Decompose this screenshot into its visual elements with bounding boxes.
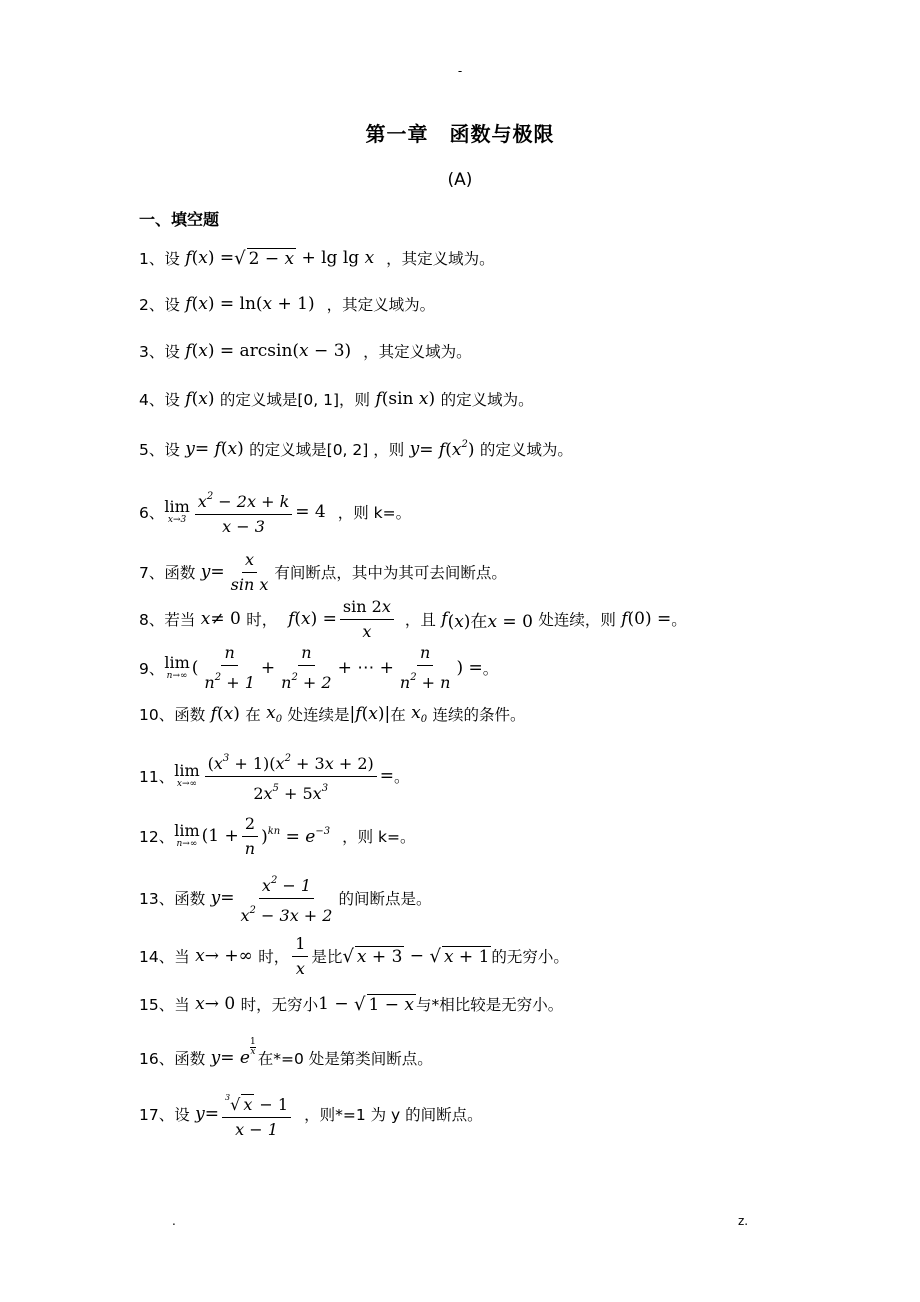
- page-title: 第一章 函数与极限: [365, 122, 555, 146]
- formula: f: [179, 341, 192, 361]
- question-14: 14、 当 x → +∞ 时， $\frac{1}{x}$ 是比 √ x + 3 − √ x + 1 的无穷小。: [139, 933, 569, 978]
- formula: f: [435, 609, 448, 629]
- question-5: 5、 设 y = f(x) 的定义域是[0, 2] ，则 y = $f(x^2)$ 的定义域为。: [139, 438, 573, 460]
- question-text: 的定义域是[0, 1]，则: [219, 391, 371, 409]
- question-number: 10、: [139, 706, 175, 724]
- fraction: $\frac{x}{\text{sin x}}$: [230, 549, 269, 594]
- formula: $x_0$: [405, 703, 428, 725]
- question-text: 设: [164, 391, 180, 409]
- fraction: $\frac{n}{n^2 + 1}$: [204, 643, 255, 692]
- question-number: 12、: [139, 828, 175, 846]
- formula: y: [404, 439, 420, 459]
- exponent-fraction: 1 x: [249, 1036, 256, 1057]
- formula: x: [189, 994, 205, 1014]
- formula: x: [195, 609, 211, 629]
- formula: f: [205, 704, 217, 724]
- question-text: 函数: [174, 890, 206, 908]
- page-subtitle: (A): [447, 170, 473, 190]
- fraction: $\frac{n}{n^2 + 2}$: [281, 643, 332, 692]
- question-text: 。: [394, 768, 410, 786]
- question-text: 的无穷小。: [491, 948, 569, 966]
- question-6: 6、 lim x→3 $\frac{x^2 - 2x + k}{x - 3}$ = 4 ，则 k=。: [139, 490, 411, 534]
- question-16: 16、 函数 y = e 1 x 在*=0 处是第类间断点。: [139, 1036, 433, 1068]
- header-mark: -: [457, 64, 463, 78]
- question-text: 的定义域是[0, 2] ，则: [249, 441, 405, 459]
- question-text: 函数: [174, 1050, 206, 1068]
- question-text: 设: [164, 343, 180, 361]
- question-2: 2、 设 f (x) = ln(x + 1) ，其定义域为。: [139, 294, 436, 314]
- question-text: 时，: [246, 611, 278, 629]
- fraction: $\frac{x^2 - 1}{x^2 - 3x + 2}$: [238, 871, 336, 926]
- question-number: 15、: [139, 996, 175, 1014]
- limit-operator: lim x→∞: [174, 761, 200, 789]
- limit-operator: lim x→3: [164, 497, 190, 525]
- question-text: 在: [245, 706, 261, 724]
- question-text: ，其定义域为。: [363, 343, 472, 361]
- question-17: 17、 设 y = $\frac{^3√ x - 1}{x - 1}$ ，则*=1 为 y 的间断点。: [139, 1090, 483, 1138]
- formula: f: [615, 609, 628, 629]
- footer-right-mark: z.: [738, 1214, 749, 1228]
- formula: f: [179, 248, 192, 268]
- question-text: 函数: [174, 706, 206, 724]
- question-text: 时，: [258, 948, 290, 966]
- question-text: ，且: [404, 611, 436, 629]
- question-text: ，则 k=。: [337, 504, 412, 522]
- question-number: 13、: [139, 890, 175, 908]
- question-text: 有间断点，其中为其可去间断点。: [274, 564, 507, 582]
- question-text: 在*=0 处是第类间断点。: [257, 1050, 433, 1068]
- question-number: 9、: [139, 660, 165, 678]
- question-1: 1、 设 f ( x ) = √ 2 − x + lg lg x ，其定义域为。: [139, 247, 495, 269]
- fraction: $\frac{1}{x}$: [292, 934, 308, 979]
- question-4: 4、 设 f (x) 的定义域是[0, 1]，则 f (sin x) 的定义域为。: [139, 389, 534, 409]
- question-text: ，则*=1 为 y 的间断点。: [304, 1106, 483, 1124]
- question-text: 函数: [164, 564, 196, 582]
- question-text: 的定义域为。: [479, 441, 573, 459]
- question-7: 7、 函数 y = $\frac{x}{\text{sin x}}$ 有间断点，其中为其可去间断点。: [139, 549, 507, 594]
- question-text: 处连续是: [287, 706, 350, 724]
- question-8: 8、 若当 x ≠ 0 时， f (x) = $\frac{\sin 2x}{x}$ ，且 f (x)在x = 0 处连续，则 f (0) = 。: [139, 596, 687, 641]
- formula: f: [179, 389, 192, 409]
- question-text: 设: [164, 250, 180, 268]
- question-3: 3、 设 f (x) = arcsin(x − 3) ，其定义域为。: [139, 341, 472, 361]
- question-number: 7、: [139, 564, 165, 582]
- fraction: $\frac{(x^3 + 1)(x^2 + 3x + 2)}{2x^5 + 5x^3}$: [205, 749, 377, 804]
- question-number: 8、: [139, 611, 165, 629]
- question-text: 的定义域为。: [440, 391, 534, 409]
- formula: f: [370, 389, 382, 409]
- question-11: 11、 lim x→∞ $\frac{(x^3 + 1)(x^2 + 3x + 2)}{2x^5 + 5x^3}$ = 。: [139, 752, 410, 800]
- question-number: 3、: [139, 343, 165, 361]
- question-text: 是比: [311, 948, 343, 966]
- fraction: $\frac{^3√ x - 1}{x - 1}$: [222, 1088, 291, 1140]
- formula: |f(x)|: [349, 704, 391, 724]
- question-number: 16、: [139, 1050, 175, 1068]
- question-number: 1、: [139, 250, 165, 268]
- section-heading: 一、填空题: [139, 210, 220, 229]
- question-text: 。: [482, 660, 499, 678]
- question-text: 设: [174, 1106, 190, 1124]
- question-15: 15、 当 x → 0 时，无穷小 1 − √ 1 − x 与*相比较是无穷小。: [139, 993, 564, 1015]
- question-text: 若当: [164, 611, 196, 629]
- limit-operator: lim n→∞: [164, 653, 190, 681]
- question-text: ，其定义域为。: [326, 296, 436, 314]
- question-text: ，则 k=。: [342, 828, 416, 846]
- fraction: $\frac{\sin 2x}{x}$: [340, 597, 394, 642]
- formula: y: [189, 1104, 205, 1124]
- question-text: ，其定义域为。: [386, 250, 495, 268]
- question-number: 5、: [139, 441, 165, 459]
- question-text: 处连续，则: [538, 611, 616, 629]
- question-number: 2、: [139, 296, 165, 314]
- fraction: $\frac{n}{n^2 + n}$: [399, 643, 451, 692]
- question-text: 的间断点是。: [338, 890, 432, 908]
- question-text: 设: [164, 441, 180, 459]
- question-number: 4、: [139, 391, 165, 409]
- footer-left-mark: .: [172, 1214, 176, 1228]
- formula: y: [205, 1048, 221, 1068]
- formula: y: [195, 562, 211, 582]
- question-text: 设: [164, 296, 180, 314]
- question-text: 当: [174, 996, 190, 1014]
- fraction: $\frac{x^2 - 2x + k}{x - 3}$: [195, 487, 292, 537]
- question-text: 时，无穷小: [240, 996, 319, 1014]
- formula: y: [179, 439, 195, 459]
- question-number: 11、: [139, 768, 175, 786]
- formula: f: [277, 609, 295, 629]
- question-text: 与*相比较是无穷小。: [415, 996, 564, 1014]
- formula: f: [179, 294, 192, 314]
- question-text: 当: [174, 948, 190, 966]
- formula: y: [205, 888, 221, 908]
- question-number: 6、: [139, 504, 165, 522]
- limit-operator: lim n→∞: [174, 821, 200, 849]
- question-text: 。: [671, 611, 687, 629]
- fraction: $\frac{2}{n}$: [242, 814, 258, 859]
- question-9: 9、 lim n→∞ ( $\frac{n}{n^2 + 1}$ + $\frac{n}{n^2 + 2}$ + ⋯ + $\frac{n}{n^2 + n}$ ) = 。: [139, 643, 499, 692]
- question-13: 13、 函数 y = $\frac{x^2 - 1}{x^2 - 3x + 2}$ 的间断点是。: [139, 874, 432, 922]
- formula: x: [189, 946, 205, 966]
- question-number: 17、: [139, 1106, 175, 1124]
- question-text: 连续的条件。: [432, 706, 526, 724]
- question-number: 14、: [139, 948, 175, 966]
- question-12: 12、 lim n→∞ (1 + $\frac{2}{n}$ )$^{kn} = e^{-3}$ ，则 k=。: [139, 813, 416, 858]
- question-10: 10、 函数 f (x) 在 $x_0$ 处连续是 |f(x)| 在 $x_0$ 连续的条件。: [139, 703, 526, 725]
- question-text: 在: [390, 706, 406, 724]
- formula: $x_0$: [260, 703, 283, 725]
